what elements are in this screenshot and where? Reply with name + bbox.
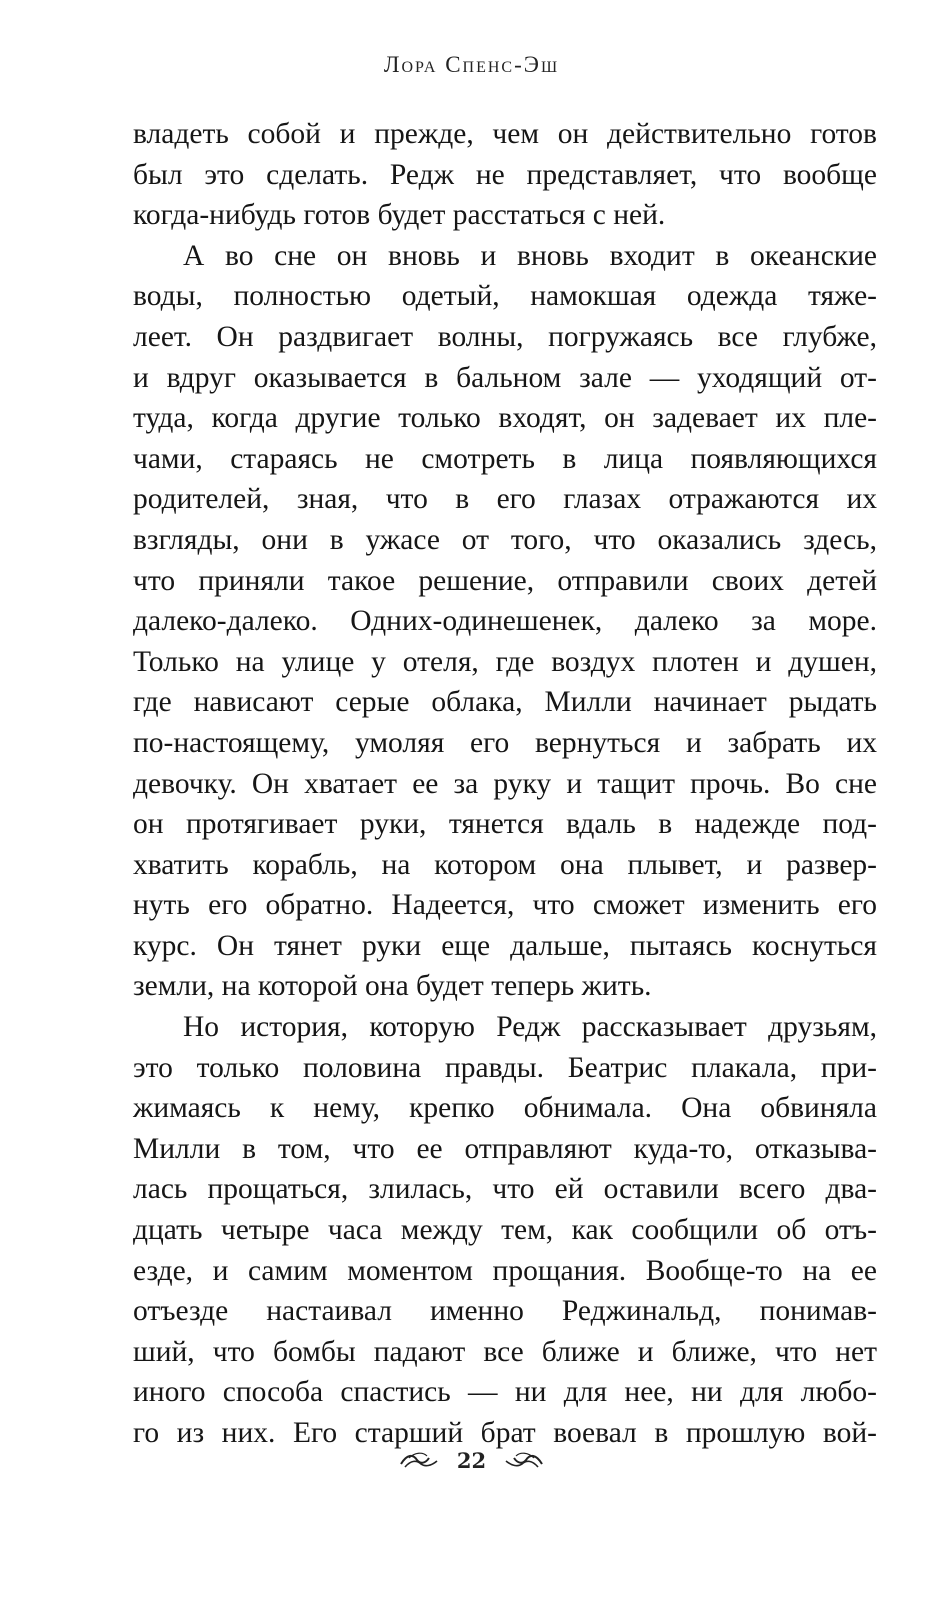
text-line: ший, что бомбы падают все ближе и ближе, что нет xyxy=(133,1335,877,1368)
text-line: курс. Он тянет руки еще дальше, пытаясь коснуться xyxy=(133,929,877,962)
text-line: го из них. Его старший брат воевал в прошлую вой- xyxy=(133,1417,877,1449)
page-footer xyxy=(0,1440,943,1480)
text-line: что приняли такое решение, отправили своих детей xyxy=(133,564,877,597)
text-line: взгляды, они в ужасе от того, что оказались здесь, xyxy=(133,523,877,556)
wave-flourish-icon xyxy=(399,1450,439,1470)
text-line: девочку. Он хватает ее за руку и тащит прочь. Во сне xyxy=(133,767,877,800)
text-line: А во сне он вновь и вновь входит в океанские xyxy=(183,239,877,272)
body-text xyxy=(133,114,877,1454)
text-line: лась прощаться, злилась, что ей оставили всего два- xyxy=(133,1173,877,1206)
text-line: далеко-далеко. Одних-одинешенек, далеко за море. xyxy=(133,605,877,638)
text-line: где нависают серые облака, Милли начинает рыдать xyxy=(133,686,877,719)
text-line: отъезде настаивал именно Реджинальд, понимав- xyxy=(133,1295,877,1328)
text-line: хватить корабль, на котором она плывет, и развер- xyxy=(133,848,877,881)
text-line: туда, когда другие только входят, он задевает их пле- xyxy=(133,402,877,435)
text-line: жимаясь к нему, крепко обнимала. Она обвиняла xyxy=(133,1092,877,1125)
text-line: нуть его обратно. Надеется, что сможет изменить его xyxy=(133,889,877,922)
text-line: леет. Он раздвигает волны, погружаясь все глубже, xyxy=(133,320,877,353)
text-line: дцать четыре часа между тем, как сообщили об отъ- xyxy=(133,1214,877,1247)
running-head: Лора Спенс-Эш xyxy=(383,52,560,77)
text-line: он протягивает руки, тянется вдаль в надежде под- xyxy=(133,808,877,841)
text-line: иного способа спастись — ни для нее, ни для любо- xyxy=(133,1376,877,1409)
text-line: это только половина правды. Беатрис плакала, при- xyxy=(133,1051,877,1084)
text-line: воды, полностью одетый, намокшая одежда тяже- xyxy=(133,280,877,313)
text-line: езде, и самим моментом прощания. Вообще-то на ее xyxy=(133,1254,877,1287)
text-line: когда-нибудь готов будет расстаться с ней. xyxy=(133,199,666,232)
text-line: родителей, зная, что в его глазах отражаются их xyxy=(133,483,877,516)
text-line: земли, на которой она будет теперь жить. xyxy=(133,970,652,1003)
wave-flourish-icon xyxy=(504,1450,544,1470)
page-number: 22 xyxy=(456,1447,487,1473)
text-line: чами, стараясь не смотреть в лица появляющихся xyxy=(133,442,877,475)
text-line: Только на улице у отеля, где воздух плотен и душен, xyxy=(133,645,877,678)
text-line: и вдруг оказывается в бальном зале — уходящий от- xyxy=(133,361,877,394)
text-line: по-настоящему, умоляя его вернуться и забрать их xyxy=(133,726,877,759)
text-line: Но история, которую Редж рассказывает друзьям, xyxy=(183,1011,877,1044)
text-line: владеть собой и прежде, чем он действительно готов xyxy=(133,118,877,150)
text-line: Милли в том, что ее отправляют куда-то, отказыва- xyxy=(133,1132,877,1165)
text-line: был это сделать. Редж не представляет, что вообще xyxy=(133,158,877,191)
